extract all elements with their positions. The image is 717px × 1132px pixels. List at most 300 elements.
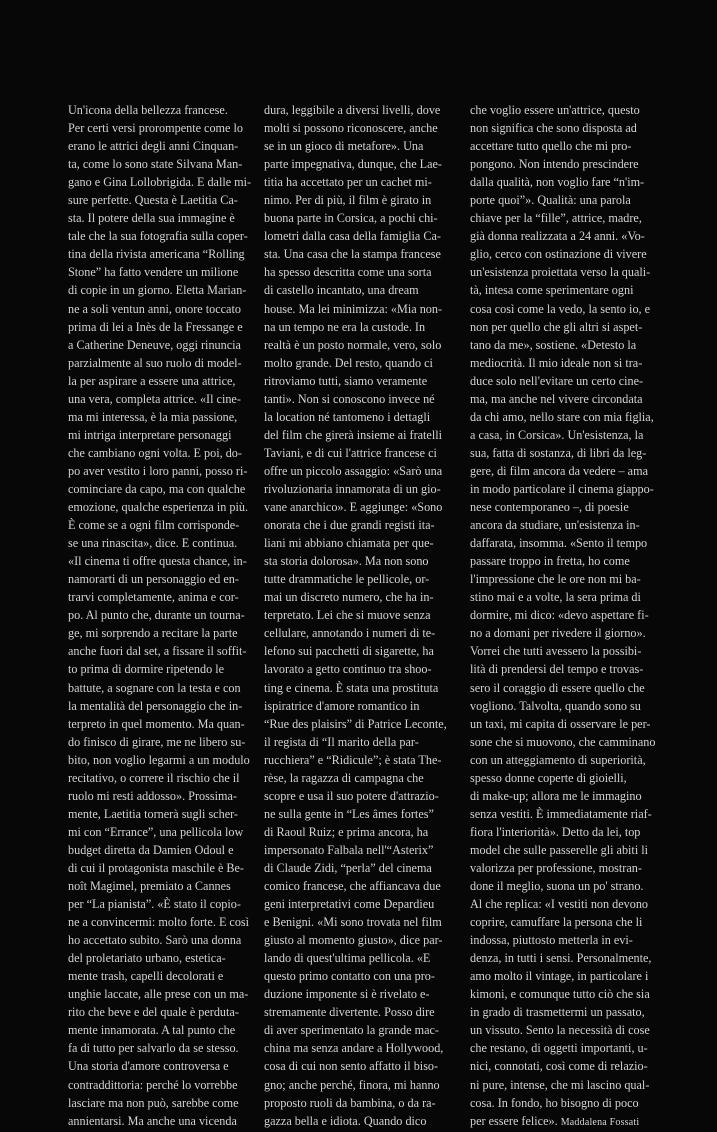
text-line — [264, 823, 450, 841]
text-line-content: lavorato a getto continuo tra shoo- — [264, 662, 432, 677]
text-line-content: ma, ma anche nel vivere circondata — [470, 391, 643, 406]
text-line — [470, 408, 656, 426]
text-line-content: emozione, qualche esperienza in più. — [68, 500, 249, 515]
text-line-content: Una storia d'amore controversa e — [68, 1059, 229, 1074]
text-line-content: se in un gioco di metafore». Una — [264, 139, 424, 154]
text-line-content: di aver sperimentato la grande mac- — [264, 1023, 439, 1038]
text-line-content: glio, cerco con ostinazione di vivere — [470, 247, 647, 262]
text-line — [264, 985, 450, 1003]
text-line-content: fiora l'interiorità». Detto da lei, top — [470, 824, 641, 839]
text-line-content: ha spesso descritta come una sorta — [264, 265, 432, 280]
text-line-content: del proletariato urbano, estetica- — [68, 951, 226, 966]
text-line — [470, 318, 656, 336]
text-line-content: tà, intesa come sperimentare ogni — [470, 283, 634, 298]
text-line-content: Un'icona della bellezza francese. — [68, 103, 228, 117]
text-line — [470, 1112, 656, 1132]
text-line-content: mediocrità. Il mio ideale non si tra- — [470, 355, 643, 370]
text-line — [264, 336, 450, 354]
text-line-content: Stone” ha fatto vendere un milione — [68, 265, 239, 280]
text-line-content: stino mai e a volte, la sera prima di — [470, 590, 641, 605]
text-line-content: nese contemporaneo –, di poesie — [470, 500, 629, 515]
text-line — [68, 1021, 254, 1039]
text-line — [68, 119, 254, 137]
text-line-content: do finisco di girare, me ne libero su- — [68, 734, 246, 749]
text-line — [68, 588, 254, 606]
text-line-content: bito, non voglio legarmi a un modulo — [68, 752, 250, 767]
text-line-content: ting e cinema. È stata una prostituta — [264, 680, 439, 695]
text-line — [264, 660, 450, 678]
text-line — [470, 209, 656, 227]
text-line-content: ho accettato subito. Sarò una donna — [68, 933, 242, 948]
text-line-content: non per quello che gli altri si aspet- — [470, 319, 643, 334]
text-line — [68, 336, 254, 354]
text-line — [68, 787, 254, 805]
text-line — [68, 408, 254, 426]
text-line — [470, 787, 656, 805]
text-line — [264, 805, 450, 823]
text-line-content: di copie in un giorno. Eletta Marian- — [68, 283, 247, 298]
text-line — [68, 660, 254, 678]
text-line — [264, 354, 450, 372]
text-line — [264, 534, 450, 552]
text-line — [264, 606, 450, 624]
text-line — [470, 624, 656, 642]
text-line-content: titia ha accettato per un cachet mi- — [264, 175, 432, 190]
text-line — [470, 155, 656, 173]
text-line-content: indossa, piuttosto metterla in evi- — [470, 933, 633, 948]
text-line — [470, 805, 656, 823]
text-line-content: un vissuto. Sento la necessità di cose — [470, 1023, 650, 1038]
text-line-content: rito che beve e del quale è perduta- — [68, 1005, 239, 1020]
text-line-content: in modo particolare il cinema giappo- — [470, 481, 654, 496]
text-line — [264, 588, 450, 606]
text-line — [68, 606, 254, 624]
text-line — [470, 606, 656, 624]
text-column-2 — [264, 101, 450, 1128]
text-line-content: po aver vestito i loro panni, posso ri- — [68, 463, 248, 478]
text-line-content: model che sulle passerelle gli abiti li — [470, 842, 649, 857]
text-line — [264, 390, 450, 408]
text-line-content: coprire, camuffare la persona che li — [470, 915, 643, 930]
text-line-content: geni interpretativi come Depardieu — [264, 897, 435, 912]
text-line — [264, 137, 450, 155]
text-line — [264, 372, 450, 390]
text-line — [68, 209, 254, 227]
text-line — [470, 913, 656, 931]
text-line — [68, 498, 254, 516]
text-line — [470, 300, 656, 318]
text-line — [264, 552, 450, 570]
text-line — [68, 642, 254, 660]
text-line — [470, 895, 656, 913]
text-line — [68, 516, 254, 534]
text-line-content: “Rue des plaisirs” di Patrice Leconte, — [264, 716, 447, 731]
text-line — [470, 985, 656, 1003]
text-line-content: tutte drammatiche le pellicole, or- — [264, 572, 430, 587]
text-line — [470, 173, 656, 191]
text-line — [264, 751, 450, 769]
text-line-content: in grado di trasmettermi un passato, — [470, 1005, 645, 1020]
text-line — [264, 209, 450, 227]
text-line — [470, 480, 656, 498]
text-line — [68, 895, 254, 913]
text-line-content: trarvi completamente, anima e cor- — [68, 590, 239, 605]
text-line-content: questo primo contatto con una pro- — [264, 969, 435, 984]
text-line-content: a casa, in Corsica». Un'esistenza, la — [470, 427, 644, 442]
text-line — [264, 642, 450, 660]
text-line — [470, 191, 656, 209]
text-line-content: di Claude Zidi, “perla” del cinema — [264, 860, 432, 875]
text-line — [68, 534, 254, 552]
text-line — [68, 823, 254, 841]
text-column-3 — [470, 101, 656, 1128]
text-line — [264, 1076, 450, 1094]
text-line — [470, 841, 656, 859]
text-line-content: vogliono. Talvolta, quando sono su — [470, 698, 641, 713]
text-line-content: na un tempo ne era la custode. In — [264, 319, 426, 334]
text-line-content: di make-up; allora me le immagino — [470, 788, 642, 803]
text-line — [68, 859, 254, 877]
text-line-content: cellulare, annotando i numeri di te- — [264, 626, 436, 641]
text-line — [470, 751, 656, 769]
text-line-content: l'impressione che le ore non mi ba- — [470, 572, 641, 587]
text-line — [470, 823, 656, 841]
text-line — [470, 715, 656, 733]
text-line — [264, 570, 450, 588]
text-line — [470, 263, 656, 281]
text-line-content: budget diretta da Damien Odoul e — [68, 842, 234, 857]
text-line-content: ritroviamo tutti, siamo veramente — [264, 373, 428, 388]
text-line — [470, 570, 656, 588]
text-line-content: non significa che sono disposta ad — [470, 121, 637, 136]
text-line — [68, 877, 254, 895]
text-line-content: ispiratrice d'amore romantico in — [264, 698, 420, 713]
text-line — [264, 227, 450, 245]
text-line-content: terpreto in quel momento. Ma quan- — [68, 716, 245, 731]
text-line-content: che restano, di oggetti importanti, u- — [470, 1041, 648, 1056]
text-line — [68, 733, 254, 751]
text-line — [470, 1039, 656, 1057]
text-line-content: vane anarchico». E aggiunge: «Sono — [264, 500, 443, 515]
text-line-content: un taxi, mi capita di osservare le per- — [470, 716, 651, 731]
text-line-content: ge, mi sorprendo a recitare la parte — [68, 626, 238, 641]
text-line — [470, 733, 656, 751]
text-line-content: È come se a ogni film corrisponde- — [68, 518, 240, 533]
text-line — [264, 426, 450, 444]
text-line — [68, 354, 254, 372]
text-line-content: porte quoi”». Qualità: una parola — [470, 193, 631, 208]
text-line — [68, 967, 254, 985]
text-line — [68, 462, 254, 480]
text-line-content: Taviani, e di cui l'attrice francese ci — [264, 445, 437, 460]
text-line — [68, 1057, 254, 1075]
text-line-content: realtà è un posto normale, vero, solo — [264, 337, 442, 352]
text-line-content: di Raoul Ruiz; e prima ancora, ha — [264, 824, 429, 839]
text-line-content: gazza bella e idiota. Quando dico — [264, 1113, 427, 1128]
text-line — [264, 967, 450, 985]
text-line-content: Per certi versi prorompente come lo — [68, 121, 243, 136]
text-line — [264, 949, 450, 967]
text-line — [470, 949, 656, 967]
text-line-content: con un atteggiamento di superiorità, — [470, 752, 646, 767]
text-line — [68, 1003, 254, 1021]
text-line — [68, 444, 254, 462]
text-line — [264, 173, 450, 191]
text-line-content: chiave per la “fille”, attrice, madre, — [470, 211, 642, 226]
text-line-content: ancora da studiare, un'esistenza in- — [470, 518, 640, 533]
text-line-content: ma mi interessa, è la mia passione, — [68, 409, 238, 424]
text-line — [68, 137, 254, 155]
text-line-content: stremamente divertente. Posso dire — [264, 1005, 435, 1020]
text-line-content: gano e Gina Lollobrigida. E dalle mi- — [68, 175, 252, 190]
text-line — [68, 191, 254, 209]
text-line-content: lefono sui pacchetti di sigarette, ha — [264, 644, 434, 659]
text-line-content: pongono. Non intendo prescindere — [470, 157, 639, 172]
text-line — [68, 552, 254, 570]
text-line — [264, 895, 450, 913]
text-line — [68, 390, 254, 408]
text-line-content: a Catherine Deneuve, oggi rinuncia — [68, 337, 241, 352]
text-line — [68, 101, 254, 119]
text-line-content: lità di prendersi del tempo e trovas- — [470, 662, 644, 677]
text-line — [264, 679, 450, 697]
text-line-content: mente trash, capelli decolorati e — [68, 969, 224, 984]
text-line-content: sta storia dolorosa». Ma non sono — [264, 554, 429, 569]
text-line-content: del film che girerà insieme ai fratelli — [264, 427, 442, 442]
text-line-content: kimoni, e comunque tutto ciò che sia — [470, 987, 650, 1002]
text-line — [264, 498, 450, 516]
text-line — [264, 1112, 450, 1130]
text-line-content: buona parte in Corsica, a pochi chi- — [264, 211, 438, 226]
text-line-content: molto grande. Del resto, quando ci — [264, 355, 433, 370]
text-line — [264, 318, 450, 336]
text-line-content: mai un discreto numero, che ha in- — [264, 590, 434, 605]
text-line-content: proposto ruoli da bambina, o da ra- — [264, 1095, 436, 1110]
text-line — [68, 1039, 254, 1057]
text-line — [264, 624, 450, 642]
text-line — [264, 1003, 450, 1021]
text-line — [264, 787, 450, 805]
text-line — [264, 408, 450, 426]
text-line — [470, 660, 656, 678]
text-line-content: sero il coraggio di essere quello che — [470, 680, 645, 695]
text-line — [264, 101, 450, 119]
text-line — [264, 281, 450, 299]
text-line-content: po. Al punto che, durante un tourna- — [68, 608, 245, 623]
text-line — [470, 552, 656, 570]
text-line — [264, 444, 450, 462]
text-line — [68, 318, 254, 336]
text-line-content: di cui il protagonista maschile è Be- — [68, 860, 244, 875]
text-column-1 — [68, 101, 254, 1128]
text-line — [264, 300, 450, 318]
text-line-content: ne a convincermi: molto forte. E così — [68, 915, 250, 930]
text-line-content: dormire, mi dico: «devo aspettare fi- — [470, 608, 649, 623]
text-line-content: contraddittoria: perché lo vorrebbe — [68, 1077, 238, 1092]
text-line-content: ta, come lo sono state Silvana Man- — [68, 157, 243, 172]
text-line — [68, 931, 254, 949]
text-line-content: sone che si muovono, che camminano — [470, 734, 656, 749]
text-line-content: impersonato Falbala nell'“Asterix” — [264, 842, 434, 857]
text-line-content: per essere felice». — [470, 1113, 558, 1128]
text-line-content: erano le attrici degli anni Cinquan- — [68, 139, 239, 154]
text-line-content: lometri dalla casa della famiglia Ca- — [264, 229, 441, 244]
text-line-content: comico francese, che affiancava due — [264, 879, 441, 894]
text-line-content: gere, di film ancora da vedere – ama — [470, 463, 648, 478]
text-line-content: «Il cinema ti offre questa chance, in- — [68, 554, 247, 569]
text-line-content: ruolo mi resti addosso». Prossima- — [68, 788, 237, 803]
text-line — [68, 1094, 254, 1112]
text-line — [264, 263, 450, 281]
text-line — [264, 697, 450, 715]
text-line-content: annientarsi. Ma anche una vicenda — [68, 1113, 237, 1128]
text-line — [264, 516, 450, 534]
text-line — [68, 570, 254, 588]
text-line-content: per “La pianista”. «È stato il copio- — [68, 897, 241, 912]
text-line-content: cosa di cui non sento affatto il biso- — [264, 1059, 439, 1074]
text-line-content: mi intriga interpretare personaggi — [68, 427, 232, 442]
text-line — [68, 985, 254, 1003]
text-line — [470, 281, 656, 299]
text-line — [68, 372, 254, 390]
text-line-content: e Benigni. «Mi sono trovata nel film — [264, 915, 442, 930]
text-line — [470, 931, 656, 949]
text-line-content: daffarata, insomma. «Sento il tempo — [470, 536, 648, 551]
text-line — [264, 119, 450, 137]
text-line-content: rèse, la ragazza di campagna che — [264, 770, 424, 785]
text-line-content: sta. Il potere della sua immagine è — [68, 211, 235, 226]
text-line-content: rucchiera” e “Ridicule”; è stata The- — [264, 752, 442, 767]
text-line — [68, 841, 254, 859]
text-line — [68, 1076, 254, 1094]
text-line — [264, 1057, 450, 1075]
text-line-content: una vera, completa attrice. «Il cine- — [68, 391, 241, 406]
text-line-content: tale che la sua fotografia sulla coper- — [68, 229, 248, 244]
text-line — [470, 372, 656, 390]
text-line-content: rivoluzionaria innamorata di un gio- — [264, 481, 441, 496]
text-line-content: china ma senza andare a Hollywood, — [264, 1041, 444, 1056]
text-line — [68, 300, 254, 318]
text-line — [470, 101, 656, 119]
text-line-content: se una rinascita», dice. E continua. — [68, 536, 238, 551]
text-line — [470, 336, 656, 354]
author-signature: Maddalena Fossati — [560, 1116, 640, 1128]
text-line-content: ne a soli ventun anni, onore toccato — [68, 301, 241, 316]
text-line — [470, 1094, 656, 1112]
text-line-content: giusto al momento giusto», dice par- — [264, 933, 443, 948]
text-line-content: sure perfette. Questa è Laetitia Ca- — [68, 193, 238, 208]
text-line — [264, 715, 450, 733]
text-line — [264, 841, 450, 859]
text-line-content: un'esistenza proiettata verso la quali- — [470, 265, 651, 280]
text-line-content: battute, a sognare con la testa e con — [68, 680, 241, 695]
text-line-content: parzialmente al suo ruolo di model- — [68, 355, 242, 370]
text-line-content: che cambiano ogni volta. E poi, do- — [68, 445, 242, 460]
text-line-content: valorizza per professione, mostran- — [470, 860, 642, 875]
text-line — [68, 805, 254, 823]
text-line — [470, 426, 656, 444]
text-line-content: denza, in tutti i sensi. Personalmente, — [470, 951, 652, 966]
text-line — [470, 534, 656, 552]
text-line — [68, 715, 254, 733]
text-line-content: lasciare ma non può, sarebbe come — [68, 1095, 239, 1110]
text-line-content: tina della rivista americana “Rolling — [68, 247, 245, 262]
text-line — [470, 390, 656, 408]
text-line-content: nimo. Per di più, il film è girato in — [264, 193, 432, 208]
text-line — [68, 913, 254, 931]
text-line — [264, 462, 450, 480]
text-line — [470, 245, 656, 263]
text-line — [68, 480, 254, 498]
text-line — [470, 227, 656, 245]
text-line — [470, 354, 656, 372]
text-line — [470, 516, 656, 534]
text-line-content: house. Ma lei minimizza: «Mia non- — [264, 301, 443, 316]
text-line-content: la per aspirare a essere una attrice, — [68, 373, 236, 388]
text-line — [264, 913, 450, 931]
text-line-content: ne sulla gente in “Les âmes fortes” — [264, 806, 434, 821]
text-line-content: tano da me», sostiene. «Detesto la — [470, 337, 637, 352]
text-line-content: dura, leggibile a diversi livelli, dove — [264, 103, 441, 117]
text-line-content: anche fuori dal set, a fissare il soffit- — [68, 644, 247, 659]
text-line — [470, 462, 656, 480]
text-line-content: no a domani per rivedere il giorno». — [470, 626, 646, 641]
text-line-content: terpretato. Lei che si muove senza — [264, 608, 431, 623]
text-line-content: molti si possono riconoscere, anche — [264, 121, 438, 136]
text-line — [470, 697, 656, 715]
text-line — [470, 877, 656, 895]
text-line — [264, 877, 450, 895]
text-line — [470, 588, 656, 606]
text-line-content: dalla qualità, non voglio fare “n'im- — [470, 175, 645, 190]
text-line-content: da chi amo, nello stare con mia figlia, — [470, 409, 654, 424]
text-line — [68, 227, 254, 245]
text-line-content: passare troppo in fretta, ho come — [470, 554, 630, 569]
text-line-content: nici, connotati, così come di relazio- — [470, 1059, 648, 1074]
text-line — [68, 1112, 254, 1130]
text-line — [470, 642, 656, 660]
text-line — [470, 1021, 656, 1039]
text-line-content: cosa così come la vedo, la sento io, e — [470, 301, 651, 316]
text-line-content: parte impegnativa, dunque, che Lae- — [264, 157, 442, 172]
text-line-content: sua, fatta di sostanza, di libri da leg- — [470, 445, 647, 460]
text-line-content: mente, Laetitia tornerà sugli scher- — [68, 806, 238, 821]
text-line — [264, 155, 450, 173]
text-line — [68, 751, 254, 769]
text-line-content: amo molto il vintage, in particolare i — [470, 969, 649, 984]
text-line-content: sta. Una casa che la stampa francese — [264, 247, 441, 262]
text-line — [68, 624, 254, 642]
text-line-content: spesso donne coperte di gioielli, — [470, 770, 627, 785]
text-line-content: gno; anche perché, finora, mi hanno — [264, 1077, 440, 1092]
text-line — [470, 769, 656, 787]
text-line — [68, 679, 254, 697]
text-line-content: Vorrei che tutti avessero la possibi- — [470, 644, 642, 659]
text-line-content: to prima di dormire ripetendo le — [68, 662, 225, 677]
text-line — [68, 281, 254, 299]
text-line-content: mente innamorata. A tal punto che — [68, 1023, 236, 1038]
text-line — [68, 245, 254, 263]
text-line — [264, 733, 450, 751]
text-line-content: già donna realizzata a 24 anni. «Vo- — [470, 229, 645, 244]
text-line — [264, 931, 450, 949]
text-line — [470, 679, 656, 697]
text-line-content: ni pure, intense, che mi lascino qual- — [470, 1077, 650, 1092]
text-line — [264, 480, 450, 498]
text-line — [264, 859, 450, 877]
text-line-content: recitativo, o correre il rischio che il — [68, 770, 240, 785]
text-line-content: cosa. In fondo, ho bisogno di poco — [470, 1095, 639, 1110]
